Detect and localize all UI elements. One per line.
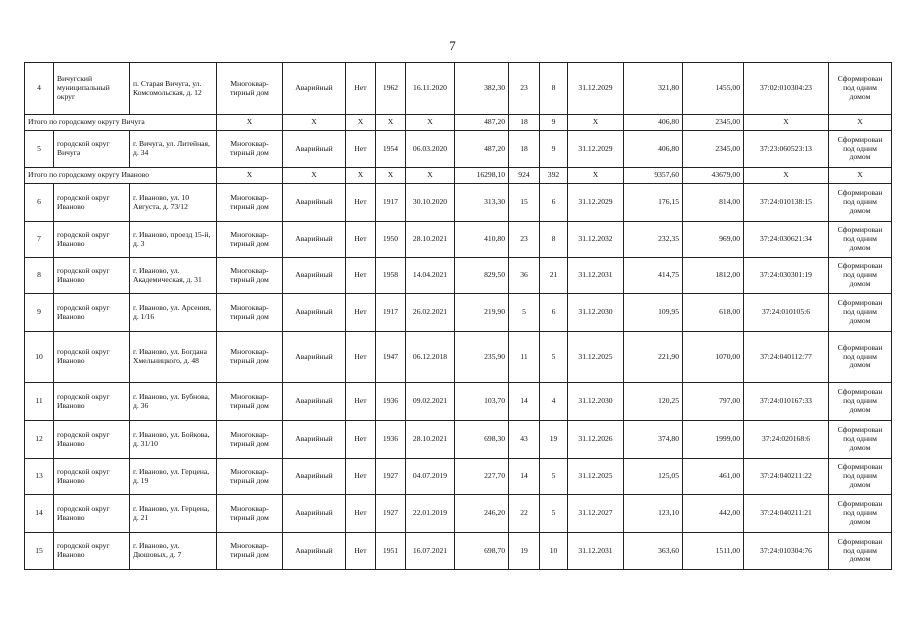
deadline-date-cell: 31.12.2030 (568, 294, 624, 332)
row-number-cell: 12 (25, 421, 54, 459)
house-type-cell: Многоквар-тирный дом (217, 222, 283, 258)
construction-year-cell: 1951 (376, 533, 406, 570)
note-cell: Сформирован под одним домом (829, 459, 892, 495)
total-area-cell: 16298,10 (455, 168, 509, 184)
row-number-cell: 7 (25, 222, 54, 258)
condition-status-cell: X (283, 168, 346, 184)
deadline-date-cell: 31.12.2025 (568, 459, 624, 495)
address-cell: г. Иваново, ул. Дюшовых, д. 7 (130, 533, 217, 570)
residents-count-cell: 23 (509, 63, 540, 115)
municipality-cell: Вичугский муниципальный округ (54, 63, 130, 115)
units-count-cell: 5 (540, 332, 568, 383)
total-area-cell: 219,90 (455, 294, 509, 332)
residents-count-cell: 22 (509, 495, 540, 533)
address-cell: г. Вичуга, ул. Литейная, д. 34 (130, 131, 217, 168)
total-area-cell: 698,30 (455, 421, 509, 459)
address-cell: г. Иваново, ул. Академическая, д. 31 (130, 258, 217, 294)
condition-status-cell: Аварийный (283, 459, 346, 495)
recognition-date-cell: 09.02.2021 (406, 383, 455, 421)
recognition-date-cell: 04.07.2019 (406, 459, 455, 495)
cost-cell: 814,00 (683, 184, 744, 222)
total-area-cell: 382,30 (455, 63, 509, 115)
deadline-date-cell: 31.12.2029 (568, 131, 624, 168)
note-cell: Сформирован под одним домом (829, 332, 892, 383)
residents-count-cell: 23 (509, 222, 540, 258)
units-count-cell: 8 (540, 63, 568, 115)
recognition-date-cell: 16.07.2021 (406, 533, 455, 570)
deadline-date-cell: 31.12.2029 (568, 184, 624, 222)
resettled-area-cell: 120,25 (624, 383, 683, 421)
note-cell: X (829, 168, 892, 184)
address-cell: г. Иваново, ул. Бойкова, д. 31/10 (130, 421, 217, 459)
total-row (25, 168, 892, 184)
units-count-cell: 19 (540, 421, 568, 459)
resettled-area-cell: 414,75 (624, 258, 683, 294)
resettled-area-cell: 363,60 (624, 533, 683, 570)
house-type-cell: Многоквар-тирный дом (217, 495, 283, 533)
cadastral-number-cell: 37:24:040211:21 (744, 495, 829, 533)
units-count-cell: 10 (540, 533, 568, 570)
recognition-date-cell: X (406, 168, 455, 184)
total-label: Итого по городскому округу Вичуга (25, 115, 217, 131)
total-area-cell: 698,70 (455, 533, 509, 570)
recognition-date-cell: 06.03.2020 (406, 131, 455, 168)
resettled-area-cell: 9357,60 (624, 168, 683, 184)
address-cell: г. Иваново, проезд 15-й, д. 3 (130, 222, 217, 258)
construction-year-cell: 1917 (376, 294, 406, 332)
row-number-cell: 15 (25, 533, 54, 570)
house-type-cell: Многоквар-тирный дом (217, 131, 283, 168)
condition-status-cell: Аварийный (283, 533, 346, 570)
construction-year-cell: 1936 (376, 383, 406, 421)
municipality-cell: городской округ Иваново (54, 383, 130, 421)
units-count-cell: 392 (540, 168, 568, 184)
condition-status-cell: Аварийный (283, 63, 346, 115)
cadastral-number-cell: 37:24:030301:19 (744, 258, 829, 294)
row-number-cell: 6 (25, 184, 54, 222)
table-row (25, 332, 892, 383)
units-count-cell: 8 (540, 222, 568, 258)
deadline-date-cell: 31.12.2032 (568, 222, 624, 258)
cadastral-number-cell: 37:24:030621:34 (744, 222, 829, 258)
residents-count-cell: 14 (509, 383, 540, 421)
condition-status-cell: Аварийный (283, 421, 346, 459)
row-number-cell: 11 (25, 383, 54, 421)
flag-cell: Нет (346, 421, 376, 459)
cost-cell: 1455,00 (683, 63, 744, 115)
page-number: 7 (449, 38, 456, 53)
cost-cell: 797,00 (683, 383, 744, 421)
construction-year-cell: 1947 (376, 332, 406, 383)
flag-cell: Нет (346, 222, 376, 258)
deadline-date-cell: 31.12.2026 (568, 421, 624, 459)
units-count-cell: 4 (540, 383, 568, 421)
row-number-cell: 9 (25, 294, 54, 332)
recognition-date-cell: 22.01.2019 (406, 495, 455, 533)
table-row (25, 459, 892, 495)
condition-status-cell: Аварийный (283, 258, 346, 294)
resettled-area-cell: 321,80 (624, 63, 683, 115)
residents-count-cell: 11 (509, 332, 540, 383)
total-area-cell: 235,90 (455, 332, 509, 383)
construction-year-cell: 1927 (376, 495, 406, 533)
municipality-cell: городской округ Иваново (54, 222, 130, 258)
condition-status-cell: Аварийный (283, 495, 346, 533)
condition-status-cell: Аварийный (283, 383, 346, 421)
house-type-cell: X (217, 168, 283, 184)
residents-count-cell: 19 (509, 533, 540, 570)
note-cell: Сформирован под одним домом (829, 533, 892, 570)
row-number-cell: 5 (25, 131, 54, 168)
total-area-cell: 487,20 (455, 131, 509, 168)
total-area-cell: 103,70 (455, 383, 509, 421)
residents-count-cell: 18 (509, 115, 540, 131)
cost-cell: 1812,00 (683, 258, 744, 294)
flag-cell: Нет (346, 533, 376, 570)
recognition-date-cell: 14.04.2021 (406, 258, 455, 294)
cadastral-number-cell: X (744, 168, 829, 184)
total-area-cell: 487,20 (455, 115, 509, 131)
residents-count-cell: 15 (509, 184, 540, 222)
flag-cell: Нет (346, 131, 376, 168)
cadastral-number-cell: 37:24:010167:33 (744, 383, 829, 421)
cost-cell: 618,00 (683, 294, 744, 332)
units-count-cell: 6 (540, 184, 568, 222)
table-row (25, 533, 892, 570)
resettled-area-cell: 125,05 (624, 459, 683, 495)
house-type-cell: Многоквар-тирный дом (217, 184, 283, 222)
note-cell: Сформирован под одним домом (829, 258, 892, 294)
address-cell: г. Иваново, ул. Герцена, д. 19 (130, 459, 217, 495)
recognition-date-cell: 28.10.2021 (406, 222, 455, 258)
row-number-cell: 8 (25, 258, 54, 294)
house-type-cell: Многоквар-тирный дом (217, 258, 283, 294)
cost-cell: 2345,00 (683, 115, 744, 131)
deadline-date-cell: 31.12.2029 (568, 63, 624, 115)
municipality-cell: городской округ Иваново (54, 421, 130, 459)
residents-count-cell: 43 (509, 421, 540, 459)
housing-register-table (24, 62, 892, 570)
note-cell: Сформирован под одним домом (829, 383, 892, 421)
address-cell: г. Иваново, ул. Герцена, д. 21 (130, 495, 217, 533)
house-type-cell: Многоквар-тирный дом (217, 294, 283, 332)
resettled-area-cell: 123,10 (624, 495, 683, 533)
resettled-area-cell: 221,90 (624, 332, 683, 383)
deadline-date-cell: 31.12.2025 (568, 332, 624, 383)
house-type-cell: Многоквар-тирный дом (217, 421, 283, 459)
cost-cell: 1999,00 (683, 421, 744, 459)
cadastral-number-cell: 37:23:060523:13 (744, 131, 829, 168)
flag-cell: Нет (346, 495, 376, 533)
cadastral-number-cell: 37:02:010304:23 (744, 63, 829, 115)
deadline-date-cell: X (568, 115, 624, 131)
note-cell: Сформирован под одним домом (829, 222, 892, 258)
cadastral-number-cell: 37:24:010138:15 (744, 184, 829, 222)
resettled-area-cell: 406,80 (624, 115, 683, 131)
total-row (25, 115, 892, 131)
construction-year-cell: 1950 (376, 222, 406, 258)
construction-year-cell: 1962 (376, 63, 406, 115)
total-area-cell: 829,50 (455, 258, 509, 294)
cadastral-number-cell: 37:24:040211:22 (744, 459, 829, 495)
condition-status-cell: Аварийный (283, 222, 346, 258)
table-row (25, 131, 892, 168)
cadastral-number-cell: 37:24:020168:6 (744, 421, 829, 459)
municipality-cell: городской округ Иваново (54, 294, 130, 332)
municipality-cell: городской округ Иваново (54, 332, 130, 383)
address-cell: г. Иваново, ул. Богдана Хмельницкого, д. 48 (130, 332, 217, 383)
units-count-cell: 6 (540, 294, 568, 332)
note-cell: Сформирован под одним домом (829, 495, 892, 533)
cost-cell: 1511,00 (683, 533, 744, 570)
table-row (25, 184, 892, 222)
recognition-date-cell: 30.10.2020 (406, 184, 455, 222)
note-cell: Сформирован под одним домом (829, 294, 892, 332)
residents-count-cell: 18 (509, 131, 540, 168)
resettled-area-cell: 406,80 (624, 131, 683, 168)
construction-year-cell: 1954 (376, 131, 406, 168)
house-type-cell: Многоквар-тирный дом (217, 459, 283, 495)
flag-cell: X (346, 168, 376, 184)
row-number-cell: 14 (25, 495, 54, 533)
table-row (25, 421, 892, 459)
house-type-cell: X (217, 115, 283, 131)
municipality-cell: городской округ Иваново (54, 533, 130, 570)
construction-year-cell: 1917 (376, 184, 406, 222)
resettled-area-cell: 176,15 (624, 184, 683, 222)
house-type-cell: Многоквар-тирный дом (217, 383, 283, 421)
flag-cell: Нет (346, 332, 376, 383)
municipality-cell: городской округ Иваново (54, 495, 130, 533)
construction-year-cell: X (376, 115, 406, 131)
total-area-cell: 410,80 (455, 222, 509, 258)
resettled-area-cell: 232,35 (624, 222, 683, 258)
condition-status-cell: X (283, 115, 346, 131)
total-area-cell: 246,20 (455, 495, 509, 533)
flag-cell: Нет (346, 258, 376, 294)
condition-status-cell: Аварийный (283, 131, 346, 168)
construction-year-cell: 1927 (376, 459, 406, 495)
total-label: Итого по городскому округу Иваново (25, 168, 217, 184)
flag-cell: Нет (346, 383, 376, 421)
condition-status-cell: Аварийный (283, 294, 346, 332)
residents-count-cell: 36 (509, 258, 540, 294)
cost-cell: 1070,00 (683, 332, 744, 383)
total-area-cell: 227,70 (455, 459, 509, 495)
construction-year-cell: 1958 (376, 258, 406, 294)
recognition-date-cell: X (406, 115, 455, 131)
units-count-cell: 5 (540, 495, 568, 533)
units-count-cell: 9 (540, 131, 568, 168)
table-row (25, 222, 892, 258)
municipality-cell: городской округ Иваново (54, 184, 130, 222)
cadastral-number-cell: X (744, 115, 829, 131)
address-cell: п. Старая Вичуга, ул. Комсомольская, д. 12 (130, 63, 217, 115)
cost-cell: 969,00 (683, 222, 744, 258)
note-cell: X (829, 115, 892, 131)
table-row (25, 294, 892, 332)
deadline-date-cell: 31.12.2031 (568, 258, 624, 294)
table-row (25, 383, 892, 421)
cost-cell: 461,00 (683, 459, 744, 495)
note-cell: Сформирован под одним домом (829, 421, 892, 459)
condition-status-cell: Аварийный (283, 184, 346, 222)
address-cell: г. Иваново, ул. Бубнова, д. 36 (130, 383, 217, 421)
row-number-cell: 13 (25, 459, 54, 495)
flag-cell: Нет (346, 63, 376, 115)
cost-cell: 442,00 (683, 495, 744, 533)
note-cell: Сформирован под одним домом (829, 131, 892, 168)
note-cell: Сформирован под одним домом (829, 184, 892, 222)
municipality-cell: городской округ Вичуга (54, 131, 130, 168)
note-cell: Сформирован под одним домом (829, 63, 892, 115)
row-number-cell: 4 (25, 63, 54, 115)
deadline-date-cell: 31.12.2031 (568, 533, 624, 570)
residents-count-cell: 14 (509, 459, 540, 495)
cost-cell: 2345,00 (683, 131, 744, 168)
house-type-cell: Многоквар-тирный дом (217, 533, 283, 570)
deadline-date-cell: X (568, 168, 624, 184)
resettled-area-cell: 109,95 (624, 294, 683, 332)
house-type-cell: Многоквар-тирный дом (217, 63, 283, 115)
table-row (25, 495, 892, 533)
condition-status-cell: Аварийный (283, 332, 346, 383)
municipality-cell: городской округ Иваново (54, 459, 130, 495)
deadline-date-cell: 31.12.2027 (568, 495, 624, 533)
cadastral-number-cell: 37:24:040112:77 (744, 332, 829, 383)
recognition-date-cell: 26.02.2021 (406, 294, 455, 332)
cadastral-number-cell: 37:24:010304:76 (744, 533, 829, 570)
address-cell: г. Иваново, ул. 10 Августа, д. 73/12 (130, 184, 217, 222)
municipality-cell: городской округ Иваново (54, 258, 130, 294)
flag-cell: Нет (346, 459, 376, 495)
cost-cell: 43679,00 (683, 168, 744, 184)
deadline-date-cell: 31.12.2030 (568, 383, 624, 421)
resettled-area-cell: 374,80 (624, 421, 683, 459)
table-row (25, 63, 892, 115)
table-body (25, 63, 892, 570)
residents-count-cell: 5 (509, 294, 540, 332)
total-area-cell: 313,30 (455, 184, 509, 222)
cadastral-number-cell: 37:24:010105:6 (744, 294, 829, 332)
units-count-cell: 9 (540, 115, 568, 131)
residents-count-cell: 924 (509, 168, 540, 184)
flag-cell: X (346, 115, 376, 131)
address-cell: г. Иваново, ул. Арсения, д. 1/16 (130, 294, 217, 332)
flag-cell: Нет (346, 184, 376, 222)
house-type-cell: Многоквар-тирный дом (217, 332, 283, 383)
recognition-date-cell: 06.12.2018 (406, 332, 455, 383)
row-number-cell: 10 (25, 332, 54, 383)
units-count-cell: 21 (540, 258, 568, 294)
recognition-date-cell: 16.11.2020 (406, 63, 455, 115)
flag-cell: Нет (346, 294, 376, 332)
units-count-cell: 5 (540, 459, 568, 495)
table-row (25, 258, 892, 294)
construction-year-cell: X (376, 168, 406, 184)
recognition-date-cell: 28.10.2021 (406, 421, 455, 459)
construction-year-cell: 1936 (376, 421, 406, 459)
